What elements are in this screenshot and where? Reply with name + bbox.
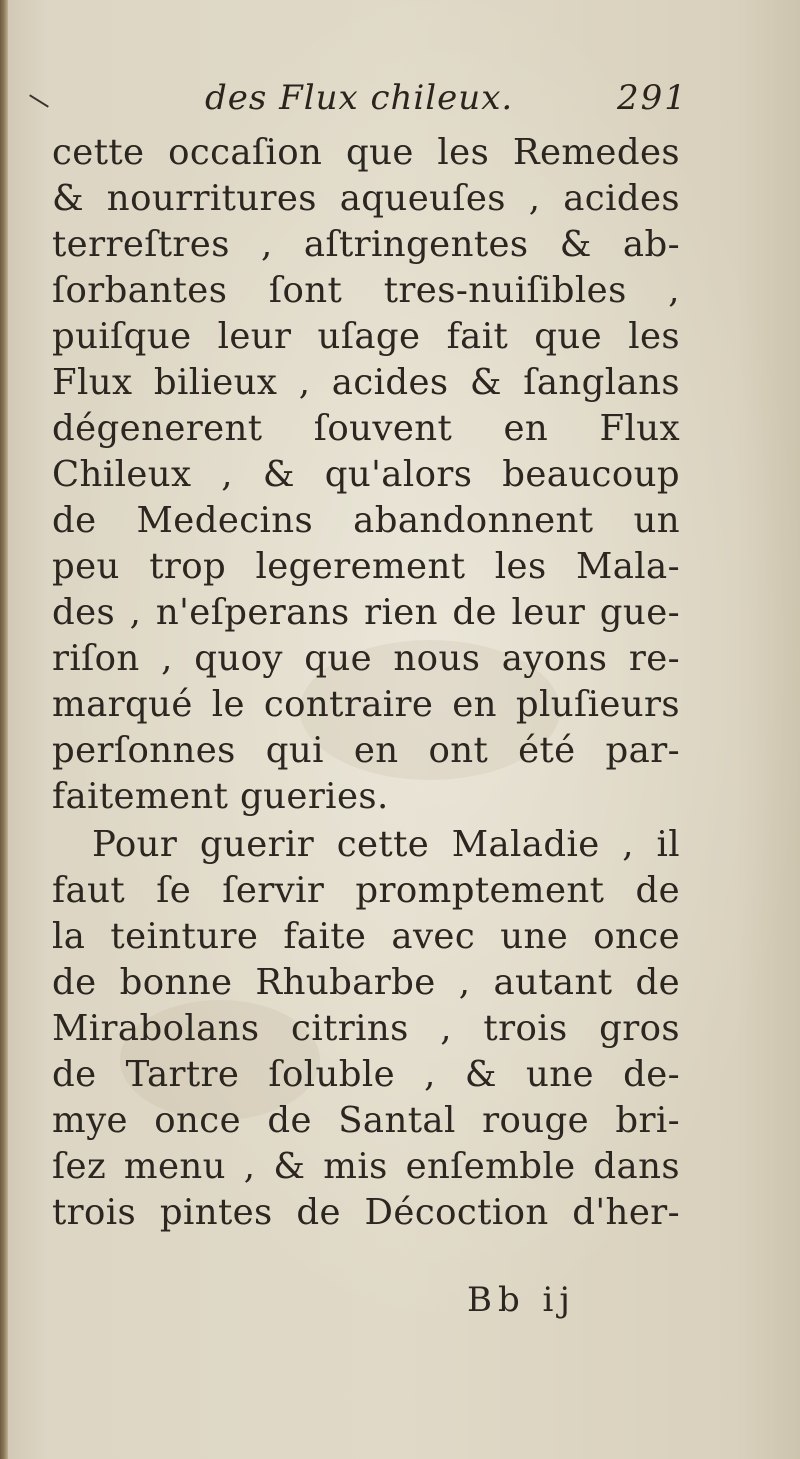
text-line: puiſque leur uſage fait que les [52, 316, 680, 357]
text-line: marqué le contraire en pluſieurs [52, 684, 680, 725]
page-header [0, 78, 800, 122]
text-line: Mirabolans citrins , trois gros [52, 1008, 680, 1049]
text-line: Chileux , & qu'alors beaucoup [52, 454, 680, 495]
text-line: faitement gueries. [52, 776, 389, 817]
text-line: Pour guerir cette Maladie , il [92, 824, 680, 865]
text-line: peu trop legerement les Mala- [52, 546, 680, 587]
text-line: faut ſe ſervir promptement de [52, 870, 680, 911]
text-line: & nourritures aqueuſes , acides [52, 178, 680, 219]
text-line: la teinture faite avec une once [52, 916, 680, 957]
text-line: de bonne Rhubarbe , autant de [52, 962, 680, 1003]
text-line: terreſtres , aſtringentes & ab- [52, 224, 680, 265]
text-line: Flux bilieux , acides & ſanglans [52, 362, 680, 403]
text-line: perſonnes qui en ont été par- [52, 730, 680, 771]
page-number: 291 [617, 78, 688, 118]
text-line: des , n'eſperans rien de leur gue- [52, 592, 680, 633]
text-line: riſon , quoy que nous ayons re- [52, 638, 680, 679]
running-head: des Flux chileux. [205, 78, 514, 118]
text-line: de Tartre ſoluble , & une de- [52, 1054, 680, 1095]
text-line: trois pintes de Décoction d'her- [52, 1192, 680, 1233]
signature-mark: Bb ij [467, 1280, 576, 1320]
text-line: de Medecins abandonnent un [52, 500, 680, 541]
page-binding-edge [0, 0, 8, 1459]
paragraph-2 [52, 822, 680, 1236]
text-line: mye once de Santal rouge bri- [52, 1100, 680, 1141]
text-line: cette occaſion que les Remedes [52, 132, 680, 173]
text-line: ſorbantes ſont tres-nuiſibles , [52, 270, 680, 311]
paragraph-1 [52, 130, 680, 820]
body-text [52, 130, 680, 1236]
text-line: ſez menu , & mis enſemble dans [52, 1146, 680, 1187]
text-line: dégenerent ſouvent en Flux [52, 408, 680, 449]
